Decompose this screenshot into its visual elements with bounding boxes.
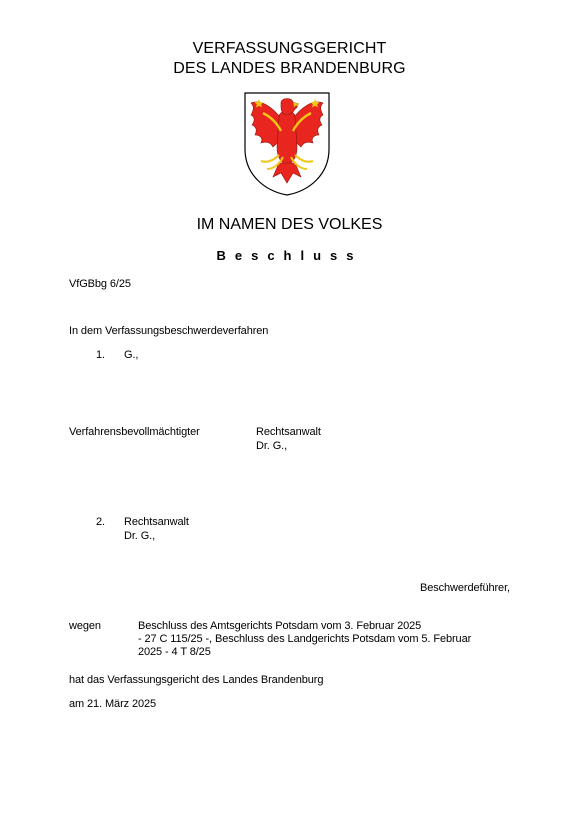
wegen-label: wegen [69,620,101,632]
representative-name: Dr. G., [256,440,288,452]
court-name-line-2: DES LANDES BRANDENBURG [173,60,406,77]
wegen-line-2: - 27 C 115/25 -, Beschluss des Landgerichts Potsdam vom 5. Februar [138,633,472,645]
wegen-line-1: Beschluss des Amtsgerichts Potsdam vom 3. Februar 2025 [138,620,422,632]
wegen-line-3: 2025 - 4 T 8/25 [138,646,211,658]
heading-beschluss: Beschluss [216,248,363,263]
party-2-name: Dr. G., [124,530,156,542]
party-2-title: Rechtsanwalt [124,516,189,528]
representative-label: Verfahrensbevollmächtigter [69,426,200,438]
intro-text: In dem Verfassungsbeschwerdeverfahren [69,325,269,337]
brandenburg-eagle-coat-of-arms-icon [243,91,331,197]
party-2-number: 2. [96,516,105,528]
representative-title: Rechtsanwalt [256,426,321,438]
party-1-name: G., [124,349,139,361]
party-1-number: 1. [96,349,105,361]
decided-by-text: hat das Verfassungsgericht des Landes Brandenburg [69,674,324,686]
case-number: VfGBbg 6/25 [69,278,131,290]
court-name-line-1: VERFASSUNGSGERICHT [192,40,387,57]
role-beschwerdefuehrer: Beschwerdeführer, [419,582,510,594]
heading-im-namen-des-volkes: IM NAMEN DES VOLKES [196,216,383,233]
decision-date: am 21. März 2025 [69,698,157,710]
